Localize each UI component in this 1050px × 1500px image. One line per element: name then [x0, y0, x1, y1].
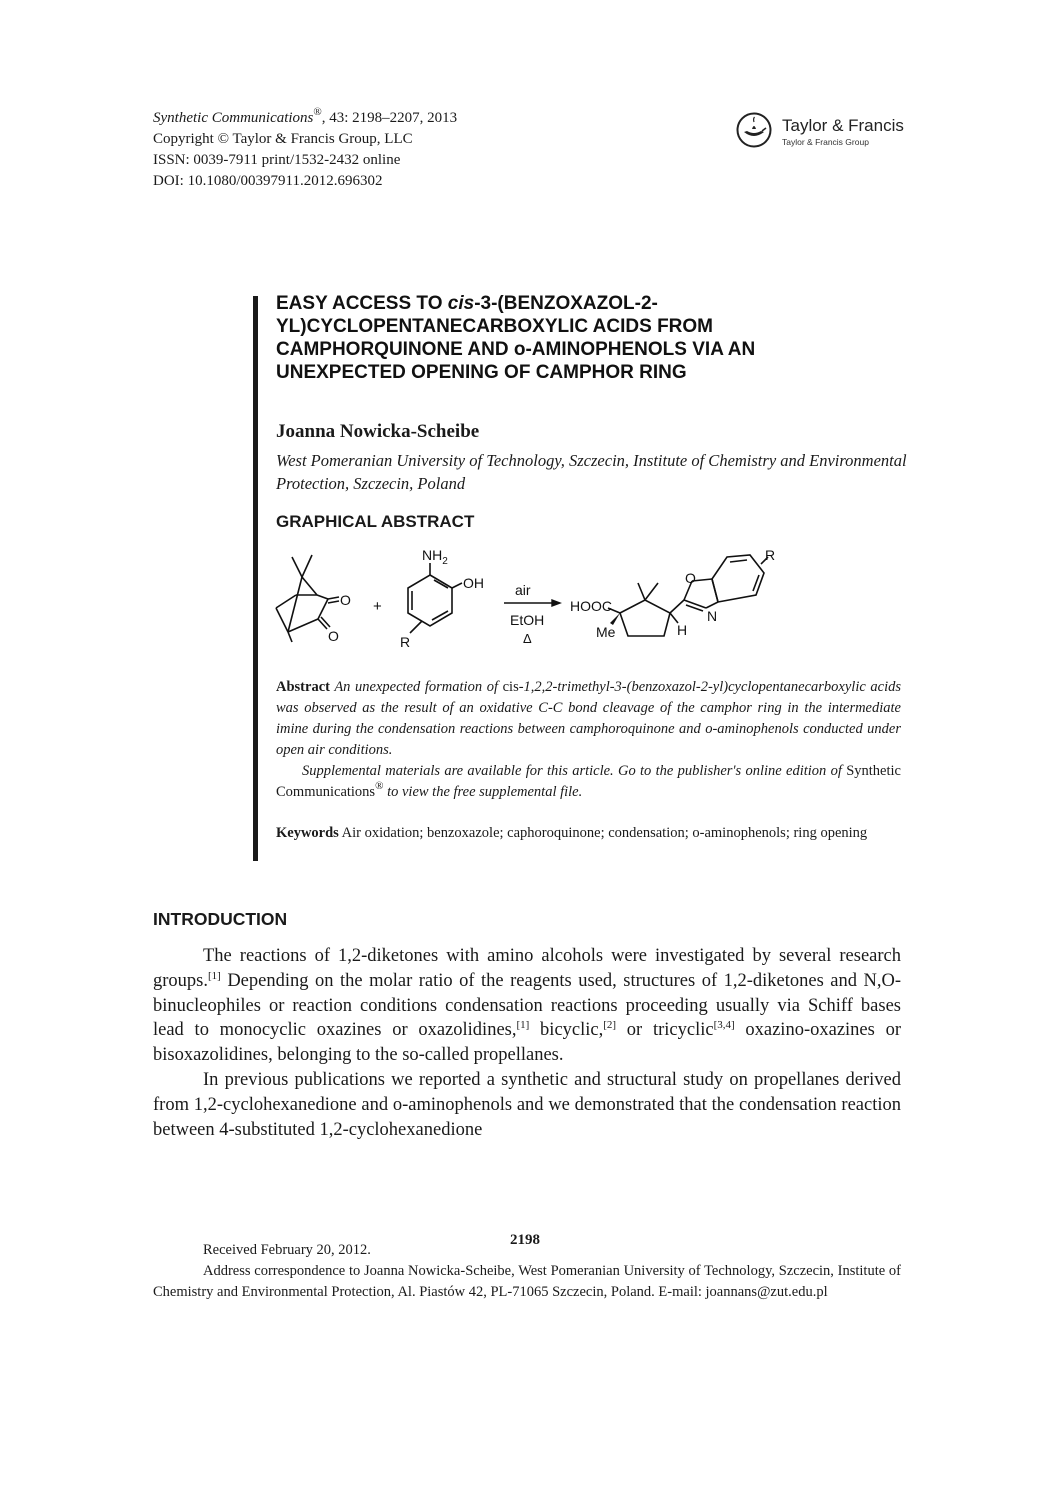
condition-solvent: EtOH [510, 612, 545, 628]
page-number: 2198 [510, 1232, 540, 1248]
title-cis: cis [447, 293, 475, 314]
supplemental-note [276, 761, 901, 803]
received-date: Received February 20, 2012. [203, 1242, 371, 1258]
keywords-text: Air oxidation; benzoxazole; caphoroquinone; condensation; o-aminophenols; ring opening [341, 825, 868, 841]
reactant-r-group: R [400, 634, 411, 650]
ring-nitrogen-label: N [707, 608, 718, 624]
article-title [276, 292, 916, 384]
author-affiliation: West Pomeranian University of Technology, Szczecin, Institute of Chemistry and Environmental Protection, Szczecin, Poland [276, 451, 907, 493]
text-run: The reactions of 1,2-diketones with amino alcohols were investigated by several research groups. [153, 946, 901, 991]
text-run: oxazino-oxazines or bisoxazolidines, belonging to the so-called propellanes. [153, 1020, 901, 1066]
title-line-2: YL)CYCLOPENTANECARBOXYLIC ACIDS FROM [276, 316, 713, 337]
publisher-logo [735, 110, 915, 150]
abstract-cis: cis [502, 679, 519, 695]
lamp-logo-icon [735, 110, 775, 150]
introduction-heading: INTRODUCTION [153, 909, 288, 929]
ring-oxygen-label: O [685, 570, 696, 586]
title-part: -3-(BENZOXAZOL-2- [474, 293, 658, 314]
abstract-paragraph [276, 677, 901, 761]
text-run: Depending on the molar ratio of the reagents used, structures of 1,2-diketones and N,O-binucleophiles or reaction conditions condensation reactions proceeding usually via Schiff bases lead to monocyclic oxazines or oxazolidines, [153, 970, 901, 1041]
supplemental-text: Supplemental materials are available for this article. Go to the publisher's online edition of [302, 763, 847, 779]
title-line-3: CAMPHORQUINONE AND o-AMINOPHENOLS VIA AN [276, 339, 756, 360]
hydroxyl-group: OH [463, 575, 484, 591]
amino-group: $NH_2$ [422, 547, 448, 567]
abstract-side-bar [253, 296, 258, 861]
text-run: bicyclic, [529, 1020, 604, 1041]
reaction-scheme [272, 543, 792, 661]
publisher-name: Taylor & Francis [782, 116, 904, 135]
journal-volume-pages: , 43: 2198–2207, 2013 [321, 110, 458, 126]
product-r-group: R [765, 547, 776, 563]
citation-ref: [1] [516, 1019, 530, 1032]
graphical-abstract-heading: GRAPHICAL ABSTRACT [276, 512, 475, 531]
title-line-1 [276, 292, 916, 315]
abstract-text-part: -1,2,2-trimethyl-3-(benzoxazol-2-yl)cyclopentanecarboxylic acids was observed as the result of an oxidative C-C bond cleavage of the camphor ring in the intermediate imine during the condensation reactions between camphoroquinone and o-aminophenols conducted under open air conditions. [276, 679, 902, 758]
doi-line: DOI: 10.1080/00397911.2012.696302 [153, 173, 383, 189]
abstract-label: Abstract [276, 679, 330, 695]
keywords-label: Keywords [276, 825, 339, 841]
abstract-text-part: An unexpected formation of [329, 679, 503, 695]
product-structure [608, 555, 768, 636]
registered-mark: ® [313, 106, 322, 118]
ketone-oxygen-2: O [328, 628, 339, 644]
introduction-paragraph-1 [153, 944, 901, 1068]
publisher-subtitle: Taylor & Francis Group [782, 137, 869, 147]
title-part: EASY ACCESS TO [276, 293, 448, 314]
abstract-text [276, 679, 901, 758]
copyright-line: Copyright © Taylor & Francis Group, LLC [153, 131, 413, 147]
reaction-arrow [504, 600, 560, 606]
introduction-paragraph-2: In previous publications we reported a synthetic and structural study on propellanes derived from 1,2-cyclohexanedione and o-aminophenols and we demonstrated that the condensation reaction between 4-substituted 1,2-cyclohexanedione [153, 1069, 901, 1140]
author-name: Joanna Nowicka-Scheibe [276, 421, 480, 442]
introduction-body [153, 944, 901, 1142]
title-line-4: UNEXPECTED OPENING OF CAMPHOR RING [276, 362, 687, 383]
issn-line: ISSN: 0039-7911 print/1532-2432 online [153, 152, 401, 168]
journal-header [153, 108, 573, 192]
correspondence-address: Address correspondence to Joanna Nowicka-Scheibe, West Pomeranian University of Technology, Szczecin, Institute of Chemistry and Environmental Protection, Al. Piastów 42, PL-71065 Szczecin, Poland. E-mail: joannans@zut.edu.pl [153, 1263, 901, 1300]
keywords-paragraph [276, 823, 901, 844]
methyl-label: Me [596, 624, 616, 640]
supplemental-journal: Synthetic Communications [276, 763, 901, 800]
citation-ref: [3,4] [713, 1019, 735, 1032]
plus-sign: + [373, 598, 382, 615]
supplemental-text: to view the free supplemental file. [383, 784, 583, 800]
citation-ref: [2] [603, 1019, 617, 1032]
footnote [153, 1240, 901, 1303]
supplemental-registered-mark: ® [375, 780, 384, 792]
journal-name: Synthetic Communications [153, 110, 314, 126]
hydrogen-label: H [677, 622, 688, 638]
ketone-oxygen-1: O [340, 592, 351, 608]
text-run: or tricyclic [616, 1020, 714, 1041]
journal-citation [153, 108, 573, 129]
citation-ref: [1] [208, 969, 221, 982]
carboxylic-acid-label: HOOC [570, 598, 612, 614]
condition-heat: Δ [523, 631, 532, 646]
condition-air: air [515, 582, 531, 598]
aminophenol-structure [408, 563, 462, 633]
